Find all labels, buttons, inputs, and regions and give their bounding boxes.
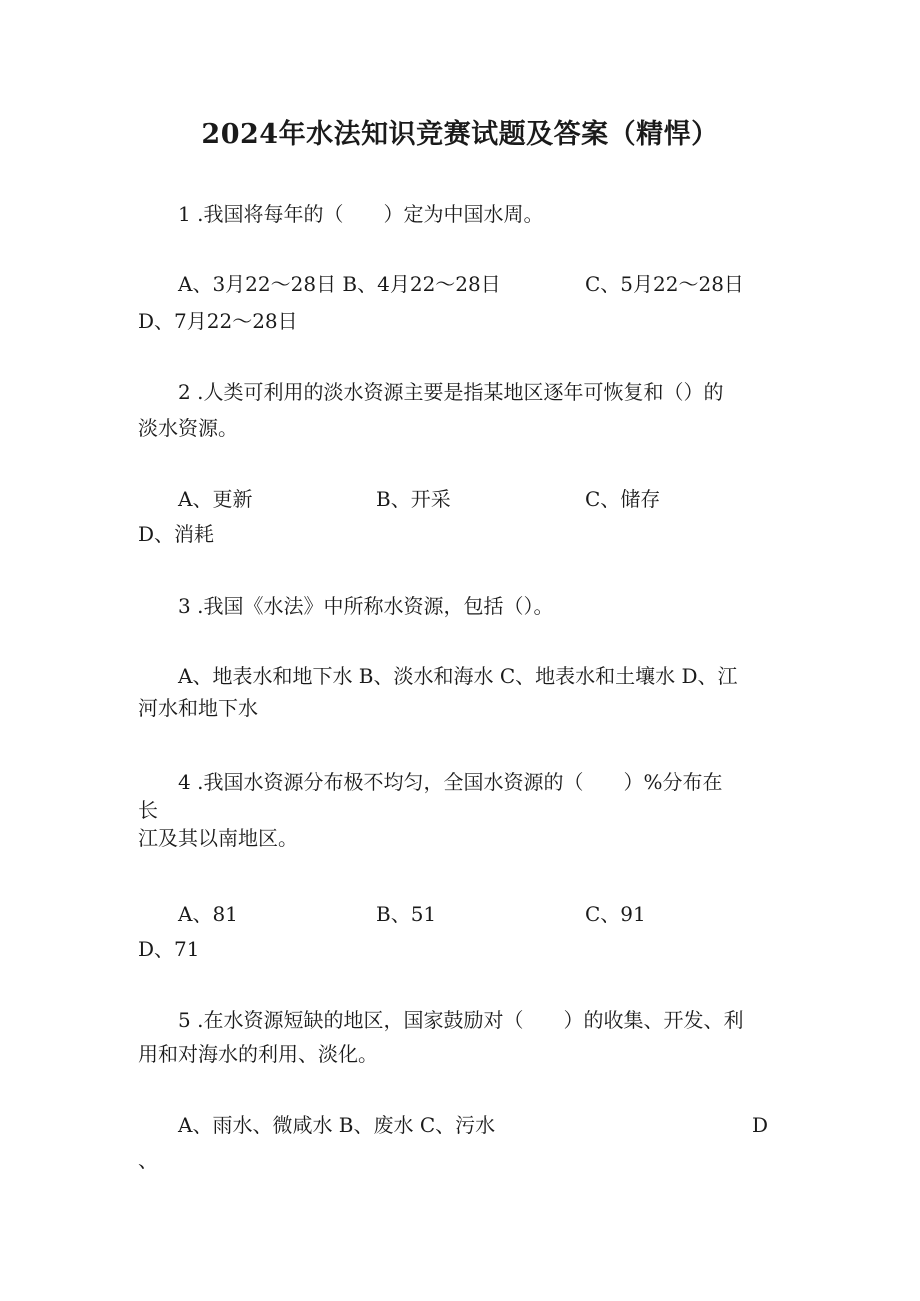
question-4-stem-line-3: 江及其以南地区。 [138, 826, 298, 850]
question-4-stem-line-1: 4 .我国水资源分布极不均匀，全国水资源的（ ）%分布在 [178, 770, 723, 794]
question-5-option-d-label: D [752, 1113, 769, 1137]
question-1-stem: 1 .我国将每年的（ ）定为中国水周。 [178, 202, 544, 226]
question-2-option-b: B、开采 [376, 487, 451, 511]
question-3-options-line-1: A、地表水和地下水 B、淡水和海水 C、地表水和土壤水 D、江 [178, 664, 738, 688]
question-2-stem-line-2: 淡水资源。 [138, 416, 238, 440]
question-5-options-abc: A、雨水、微咸水 B、废水 C、污水 [178, 1113, 496, 1137]
question-4-option-c: C、91 [585, 902, 646, 926]
question-5-stem-line-1: 5 .在水资源短缺的地区，国家鼓励对（ ）的收集、开发、利 [178, 1008, 744, 1032]
question-1-option-d: D、7月22～28日 [138, 309, 298, 333]
question-5-stem-line-2: 用和对海水的利用、淡化。 [138, 1042, 378, 1066]
question-2-stem-line-1: 2 .人类可利用的淡水资源主要是指某地区逐年可恢复和（）的 [178, 380, 724, 404]
question-5-option-d-separator: 、 [138, 1148, 158, 1172]
question-4-option-a: A、81 [178, 902, 238, 926]
question-2-option-a: A、更新 [178, 487, 253, 511]
question-4-option-b: B、51 [376, 902, 437, 926]
question-4-stem-line-2: 长 [138, 798, 158, 822]
page-title: 2024年水法知识竞赛试题及答案（精悍） [201, 119, 719, 150]
question-3-stem: 3 .我国《水法》中所称水资源，包括（）。 [178, 594, 554, 618]
question-1-options-ab: A、3月22～28日 B、4月22～28日 [178, 272, 501, 296]
question-1-option-c: C、5月22～28日 [585, 272, 744, 296]
question-4-option-d: D、71 [138, 937, 200, 961]
question-3-options-line-2: 河水和地下水 [138, 696, 258, 720]
question-2-option-c: C、储存 [585, 487, 661, 511]
question-2-option-d: D、消耗 [138, 522, 215, 546]
